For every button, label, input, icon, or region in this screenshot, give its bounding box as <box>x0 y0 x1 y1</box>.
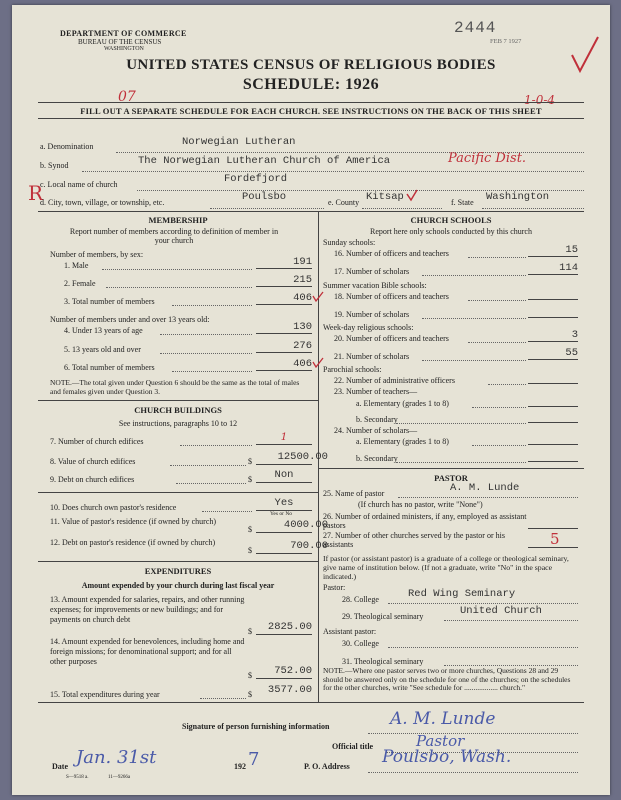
synod-label: b. Synod <box>40 161 69 170</box>
res-debt-label: 12. Debt on pastor's residence (if owned by church) <box>50 538 216 547</box>
form-code: S—9518 a. <box>66 775 89 780</box>
expenditures-heading: EXPENDITURES <box>144 566 212 576</box>
expenditures-subheading: Amount expended by your church during last fiscal year <box>81 581 275 590</box>
by-sex-label: Number of members, by sex: <box>50 250 144 259</box>
total2-label: 6. Total number of members <box>64 363 155 372</box>
state-label: f. State <box>451 198 474 207</box>
signature-value[interactable]: A. M. Lunde <box>390 709 496 729</box>
church-name-value[interactable]: Fordefjord <box>224 173 288 185</box>
department-label: DEPARTMENT OF COMMERCE <box>60 29 187 38</box>
total2-value[interactable]: 406 <box>293 358 312 370</box>
year-prefix: 192 <box>234 762 246 771</box>
pastor-sublabel: Pastor: <box>323 583 346 592</box>
q21-value[interactable]: 55 <box>565 347 578 359</box>
debt-edifices-value[interactable]: Non <box>274 469 294 481</box>
res-debt-value[interactable]: 700.00 <box>290 540 328 552</box>
year-digit[interactable]: 7 <box>248 749 260 770</box>
margin-r-mark: R <box>28 181 44 205</box>
address-value[interactable]: Poulsbo, Wash. <box>382 747 512 767</box>
margin-code-right: 1-0-4 <box>524 93 556 107</box>
under13-value[interactable]: 130 <box>293 321 312 333</box>
pastor-note: NOTE.—Where one pastor serves two or more churches, Questions 28 and 29 should be answered only on the schedule for one of the churches; on the schedules for the other churches, write "See schedule for .................. church." <box>323 666 571 693</box>
synod-value[interactable]: The Norwegian Lutheran Church of America <box>138 155 391 167</box>
denomination-value[interactable]: Norwegian Lutheran <box>182 136 296 148</box>
total-members-label: 3. Total number of members <box>64 297 155 306</box>
over13-value[interactable]: 276 <box>293 340 312 352</box>
q28-label: 28. College <box>342 595 379 604</box>
residence-label: 10. Does church own pastor's residence <box>50 503 177 512</box>
q21-label: 21. Number of scholars <box>334 352 410 361</box>
date-label: Date <box>52 762 68 771</box>
schools-subheading: Report here only schools conducted by this church <box>370 227 532 236</box>
official-title-value[interactable]: Pastor <box>416 732 465 750</box>
summer-label: Summer vacation Bible schools: <box>323 281 427 290</box>
state-value[interactable]: Washington <box>486 191 550 203</box>
age-label: Number of members under and over 13 years old: <box>50 315 210 324</box>
res-value-label: 11. Value of pastor's residence (if owned by church) <box>50 517 217 526</box>
q25-label: 25. Name of pastor <box>323 489 385 498</box>
stamp-date: FEB 7 1927 <box>490 38 522 45</box>
residence-value[interactable]: Yes <box>274 497 294 509</box>
buildings-heading: CHURCH BUILDINGS <box>134 405 222 415</box>
q27-value[interactable]: 5 <box>550 530 560 548</box>
yes-or-no-hint: Yes or No <box>270 511 293 517</box>
debt-edifices-label: 9. Debt on church edifices <box>50 475 135 484</box>
stamp-number: 2444 <box>454 19 497 37</box>
q20-label: 20. Number of officers and teachers <box>334 334 449 343</box>
synod-note: Pacific Dist. <box>448 151 527 166</box>
q24a-label: a. Elementary (grades 1 to 8) <box>356 437 449 446</box>
q13-label: 13. Amount expended for salaries, repairs, and other running expenses; for improvements or new buildings; and for payments on church debt <box>50 595 245 624</box>
q13-value[interactable]: 2825.00 <box>267 621 312 633</box>
schedule-title: SCHEDULE: 1926 <box>242 76 380 93</box>
county-label: e. County <box>328 198 360 207</box>
q25-value[interactable]: A. M. Lunde <box>450 482 520 494</box>
city-label: d. City, town, village, or township, etc. <box>40 198 165 207</box>
q17-value[interactable]: 114 <box>559 262 578 274</box>
county-value[interactable]: Kitsap <box>366 191 404 203</box>
q20-value[interactable]: 3 <box>571 329 578 341</box>
q25-hint: (If church has no pastor, write "None") <box>358 500 483 509</box>
q29-value[interactable]: United Church <box>460 605 542 617</box>
assistant-label: Assistant pastor: <box>323 627 377 636</box>
female-value[interactable]: 215 <box>293 274 312 286</box>
q19-label: 19. Number of scholars <box>334 310 410 319</box>
male-value[interactable]: 191 <box>293 256 312 268</box>
q23a-label: a. Elementary (grades 1 to 8) <box>356 399 449 408</box>
buildings-subheading: See instructions, paragraphs 10 to 12 <box>118 419 238 428</box>
q30-label: 30. College <box>342 639 379 648</box>
male-label: 1. Male <box>64 261 89 270</box>
address-label: P. O. Address <box>304 762 350 771</box>
over13-label: 5. 13 years old and over <box>64 345 141 354</box>
q14-label: 14. Amount expended for benevolences, including home and foreign missions; for denominational support; and for all other purposes <box>50 637 245 666</box>
city-header: WASHINGTON <box>104 46 144 52</box>
q22-label: 22. Number of administrative officers <box>334 376 455 385</box>
q14-value[interactable]: 752.00 <box>274 665 312 677</box>
membership-heading: MEMBERSHIP <box>148 215 208 225</box>
total-check-icon <box>312 291 324 303</box>
membership-note: NOTE.—The total given under Question 6 should be the same as the total of males and females given under Question 3. <box>50 378 300 396</box>
q27-label: 27. Number of other churches served by the pastor or his assistants <box>323 531 505 549</box>
q23-label: 23. Number of teachers— <box>334 387 418 396</box>
q26-label: 26. Number of ordained ministers, if any, employed as assistant pastors <box>323 512 527 530</box>
female-label: 2. Female <box>64 279 96 288</box>
schools-heading: CHURCH SCHOOLS <box>410 215 492 225</box>
q28-value[interactable]: Red Wing Seminary <box>408 588 516 600</box>
instruction-line: FILL OUT A SEPARATE SCHEDULE FOR EACH CHURCH. SEE INSTRUCTIONS ON THE BACK OF THIS SHEET <box>80 106 542 116</box>
q24b-label: b. Secondary <box>356 454 398 463</box>
q31-label: 31. Theological seminary <box>342 657 424 666</box>
date-value[interactable]: Jan. 31st <box>76 747 157 768</box>
census-schedule-sheet: DEPARTMENT OF COMMERCE BUREAU OF THE CENSUS WASHINGTON 2444 FEB 7 1927 UNITED STATES CENSUS OF RELIGIOUS BODIES SCHEDULE: 1926 07 1-0-4 FILL OUT A SEPARATE SCHEDULE FOR EACH CHURCH. SEE INSTRUCTIONS ON THE BACK OF THIS SHEET a. Denomination Norwegian Lutheran b. Synod The Norwegian Lutheran Church of America Pacific Dist. c. Local name of church Fordefjord R d. City, town, village, or township, etc. Poulsbo e. County Kitsap f. State Washington MEMBERSHIP Report number of members according to definition of member in your church Number of members, by sex: 1. Male 191 2. Female 215 3. Total number of members 406 Number of members under and over 13 years old: 4. Under 13 years of age 130 5. 13 years old and over 276 6. Total number of members 406 NOTE.—The total given under Question 6 should be the same as the total of males and females given under Question 3. CHURCH BUILDINGS See instructions, paragraphs 10 to 12 7. Number of church edifices 1 8. Value of church edifices $ 12500.00 9. Debt on church edifices $ Non 10. Does church own pastor's residence Yes Yes or No 11. Value of pastor's residence (if owned by church) $ 4000.00 12. Debt on pastor's residence (if owned by church) $ 700.00 EXPENDITURES Amount expended by your church during last fiscal year 13. Amount expended for salaries, repairs, and other running expenses; for improvements or new buildings; and for payments on church debt $ 2825.00 14. Amount expended for benevolences, including home and foreign missions; for denominational support; and for all other purposes $ 752.00 15. Total expenditures during year $ 3577.00 CHURCH SCHOOLS Report here only schools conducted by this church Sunday schools: 16. Number of officers and teachers 15 17. Number of scholars 114 Summer vacation Bible schools: 18. Number of officers and teachers 19. Number of scholars Week-day religious schools: 20. Number of officers and teachers 3 21. Number of scholars 55 Parochial schools: 22. Number of administrative officers 23. Number of teachers— a. Elementary (grades 1 to 8) b. Secondary 24. Number of scholars— a. Elementary (grades 1 to 8) b. Secondary PASTOR 25. Name of pastor A. M. Lunde (If church has no pastor, write "None") 26. Number of ordained ministers, if any, employed as assistant pastors 27. Number of other churches served by the pastor or his assistants 5 If pastor (or assistant pastor) is a graduate of a college or theological seminary, give name of institution below. (If not a graduate, write "No" in the space indicated.) Pastor: 28. College Red Wing Seminary 29. Theological seminary United Church Assistant pastor: 30. College 31. Theological seminary NOTE.—Where one pastor serves two or more churches, Questions 28 and 29 should be answered only on the schedule for one of the churches; on the schedules for the other churches, write "See schedule for .................. church." Signature of person furnishing information A. M. Lunde Official title Pastor Date Jan. 31st 192 7 P. O. Address Poulsbo, Wash. S—9518 a. 11—9266a <box>12 5 610 795</box>
total-members-value[interactable]: 406 <box>293 292 312 304</box>
q18-label: 18. Number of officers and teachers <box>334 292 449 301</box>
q16-label: 16. Number of officers and teachers <box>334 249 449 258</box>
value-edifices-label: 8. Value of church edifices <box>50 457 136 466</box>
bureau-label: BUREAU OF THE CENSUS <box>78 38 162 46</box>
form-code-2: 11—9266a <box>108 775 131 780</box>
q15-label: 15. Total expenditures during year <box>50 690 160 699</box>
q23b-label: b. Secondary <box>356 415 398 424</box>
parochial-label: Parochial schools: <box>323 365 382 374</box>
edifices-label: 7. Number of church edifices <box>50 437 144 446</box>
sunday-label: Sunday schools: <box>323 238 376 247</box>
q15-value[interactable]: 3577.00 <box>267 684 312 696</box>
margin-code-left: 07 <box>118 89 136 105</box>
edifices-value[interactable]: 1 <box>280 431 288 443</box>
denomination-label: a. Denomination <box>40 142 94 151</box>
pastor-heading: PASTOR <box>434 473 468 483</box>
under13-label: 4. Under 13 years of age <box>64 326 143 335</box>
city-value[interactable]: Poulsbo <box>242 191 287 203</box>
membership-subheading: Report number of members according to definition of member in your church <box>69 227 279 245</box>
graduate-note: If pastor (or assistant pastor) is a graduate of a college or theological seminary, give name of institution below. (If not a graduate, write "No" in the space indicated.) <box>323 554 569 581</box>
q29-label: 29. Theological seminary <box>342 612 424 621</box>
official-title-label: Official title <box>332 742 374 751</box>
church-name-label: c. Local name of church <box>40 180 118 189</box>
county-check-icon <box>405 188 419 202</box>
form-title: UNITED STATES CENSUS OF RELIGIOUS BODIES <box>126 57 496 73</box>
weekday-label: Week-day religious schools: <box>323 323 414 332</box>
res-value-value[interactable]: 4000.00 <box>283 519 328 531</box>
value-edifices-value[interactable]: 12500.00 <box>277 451 328 463</box>
q16-value[interactable]: 15 <box>565 244 578 256</box>
signature-label: Signature of person furnishing information <box>182 722 330 731</box>
q24-label: 24. Number of scholars— <box>334 426 418 435</box>
q17-label: 17. Number of scholars <box>334 267 410 276</box>
